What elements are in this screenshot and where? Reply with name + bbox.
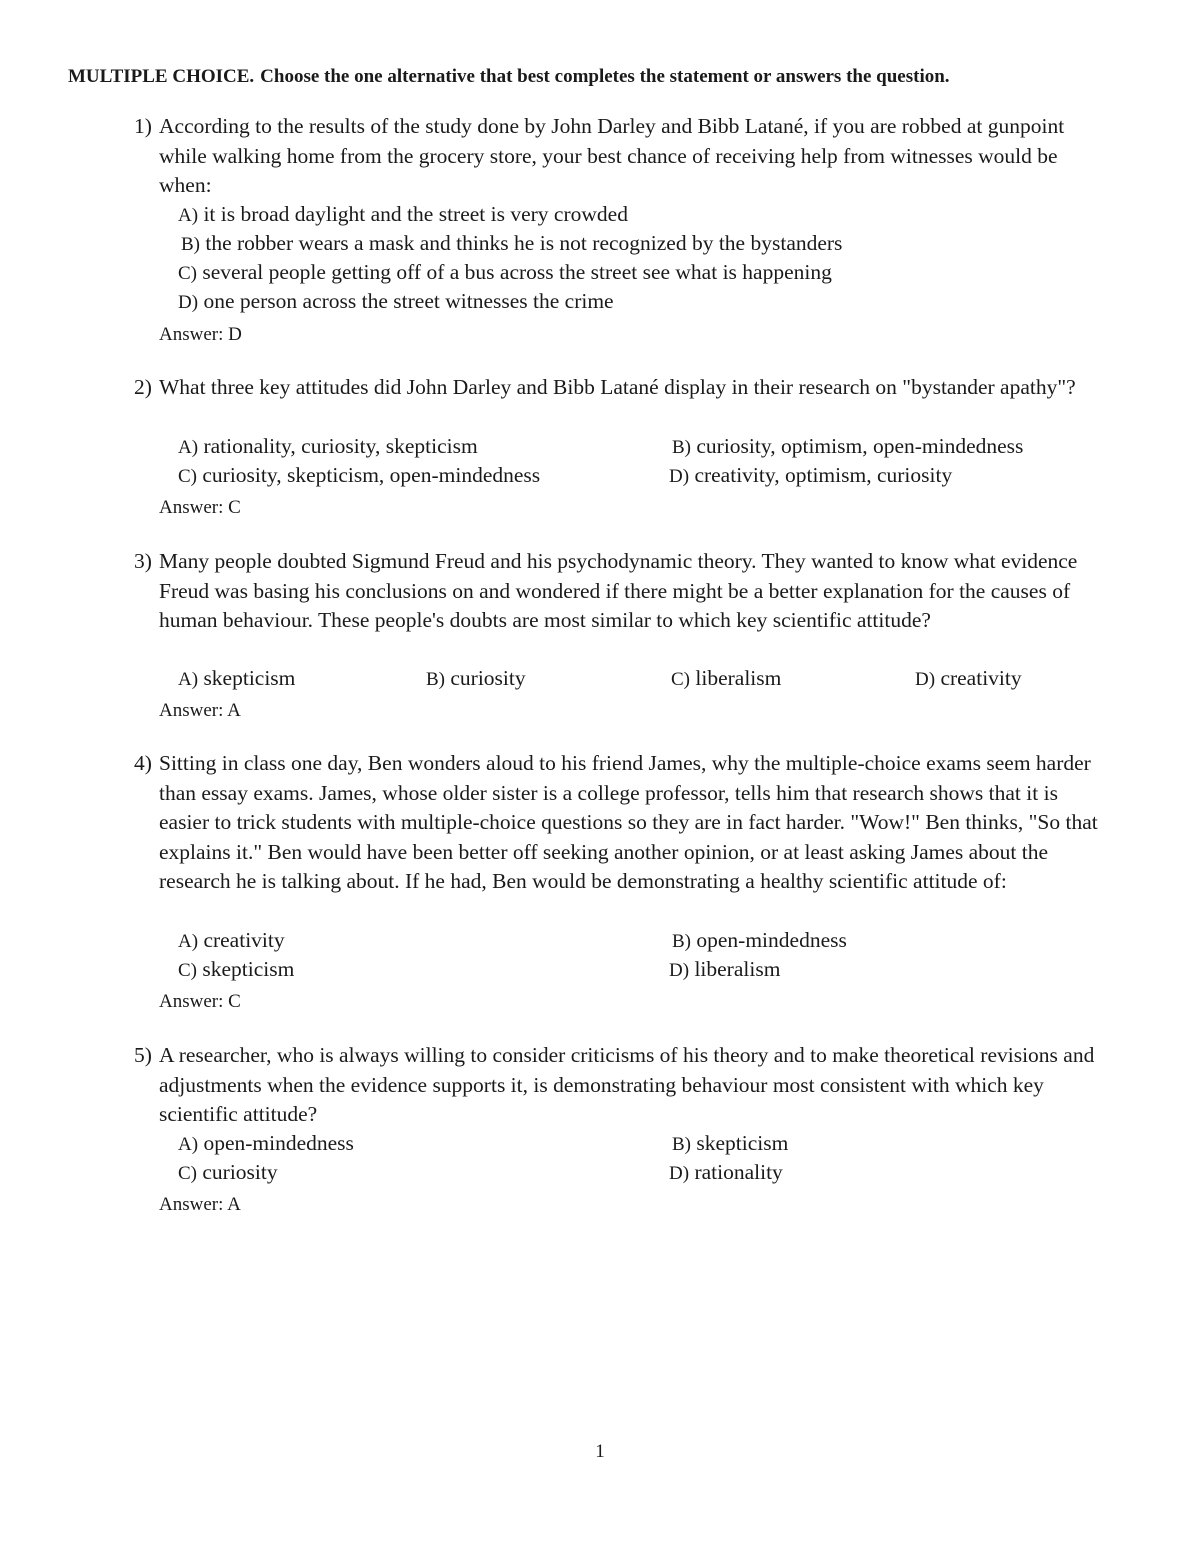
option-d — [669, 461, 952, 492]
option-text: skepticism — [203, 666, 296, 690]
option-letter: C) — [671, 669, 690, 690]
option-text: the robber wears a mask and thinks he is not recognized by the bystanders — [205, 231, 843, 255]
answer-key: Answer: D — [159, 324, 242, 345]
option-c — [178, 461, 540, 492]
option-text: open-mindedness — [696, 928, 847, 952]
option-text: creativity — [203, 928, 285, 952]
option-letter: C) — [178, 960, 197, 981]
option-b — [672, 926, 847, 957]
option-letter: C) — [178, 466, 197, 487]
option-a — [178, 664, 295, 695]
question-number: 1) — [134, 114, 152, 138]
option-letter: A) — [178, 931, 199, 952]
option-c — [178, 955, 294, 986]
answer-key: Answer: C — [159, 991, 241, 1012]
option-a — [178, 432, 478, 463]
page-number: 1 — [595, 1441, 605, 1462]
option-text: creativity — [940, 666, 1022, 690]
option-text: curiosity, skepticism, open-mindedness — [202, 463, 541, 487]
question-text: Many people doubted Sigmund Freud and his psychodynamic theory. They wanted to know what evidence Freud was basing his conclusions on and wondered if there might be a better explanation for the causes of human behaviour. These people's doubts are most similar to which key scientific attitude? — [159, 549, 1078, 632]
option-text: curiosity — [202, 1160, 278, 1184]
option-letter: B) — [672, 1134, 691, 1155]
option-text: curiosity — [450, 666, 526, 690]
question-text: Sitting in class one day, Ben wonders aloud to his friend James, why the multiple-choice exams seem harder than essay exams. James, whose older sister is a college professor, tells him that research shows that it is easier to trick students with multiple-choice questions so they are in fact harder. "Wow!" Ben thinks, "So that explains it." Ben would have been better off seeking another opinion, or at least asking James about the research he is talking about. If he had, Ben would be demonstrating a healthy scientific attitude of: — [159, 751, 1098, 893]
option-letter: B) — [181, 234, 200, 255]
option-letter: D) — [669, 1163, 690, 1184]
option-text: liberalism — [695, 666, 782, 690]
option-letter: A) — [178, 669, 199, 690]
option-d — [915, 664, 1022, 695]
answer-key: Answer: A — [159, 1194, 241, 1215]
option-d — [178, 287, 614, 318]
section-header — [68, 66, 1168, 88]
option-a — [178, 926, 285, 957]
option-a — [178, 1129, 354, 1160]
option-letter: D) — [915, 669, 936, 690]
question-number: 4) — [134, 751, 152, 775]
option-text: liberalism — [694, 957, 781, 981]
option-letter: D) — [669, 466, 690, 487]
question-text: A researcher, who is always willing to consider criticisms of his theory and to make theoretical revisions and adjustments when the evidence supports it, is demonstrating behaviour most consistent with which key scientific attitude? — [159, 1043, 1095, 1126]
option-text: skepticism — [696, 1131, 789, 1155]
option-letter: B) — [426, 669, 445, 690]
header-lead: MULTIPLE CHOICE. — [68, 66, 255, 87]
option-d — [669, 1158, 783, 1189]
option-text: it is broad daylight and the street is very crowded — [203, 202, 628, 226]
option-c — [178, 1158, 278, 1189]
answer-key: Answer: A — [159, 700, 241, 721]
question-text: According to the results of the study done by John Darley and Bibb Latané, if you are robbed at gunpoint while walking home from the grocery store, your best chance of receiving help from witnesses would be when: — [159, 114, 1065, 197]
question-text: What three key attitudes did John Darley and Bibb Latané display in their research on "bystander apathy"? — [159, 375, 1076, 399]
option-letter: D) — [669, 960, 690, 981]
option-b — [426, 664, 526, 695]
option-letter: B) — [672, 931, 691, 952]
option-a — [178, 200, 628, 231]
option-text: skepticism — [202, 957, 295, 981]
question-number: 2) — [134, 375, 152, 399]
option-letter: A) — [178, 437, 199, 458]
answer-key: Answer: C — [159, 497, 241, 518]
option-letter: A) — [178, 205, 199, 226]
option-letter: D) — [178, 292, 199, 313]
option-text: open-mindedness — [203, 1131, 354, 1155]
question-number: 3) — [134, 549, 152, 573]
option-c — [178, 258, 832, 289]
option-letter: C) — [178, 1163, 197, 1184]
option-b — [181, 229, 842, 260]
option-b — [672, 432, 1023, 463]
header-instruction: Choose the one alternative that best completes the statement or answers the question. — [260, 66, 950, 87]
option-text: curiosity, optimism, open-mindedness — [696, 434, 1024, 458]
option-letter: B) — [672, 437, 691, 458]
option-text: one person across the street witnesses the crime — [203, 289, 614, 313]
option-text: several people getting off of a bus across the street see what is happening — [202, 260, 832, 284]
option-c — [671, 664, 781, 695]
option-d — [669, 955, 780, 986]
question-number: 5) — [134, 1043, 152, 1067]
option-text: creativity, optimism, curiosity — [694, 463, 953, 487]
option-letter: C) — [178, 263, 197, 284]
option-b — [672, 1129, 788, 1160]
option-text: rationality, curiosity, skepticism — [203, 434, 478, 458]
option-text: rationality — [694, 1160, 783, 1184]
option-letter: A) — [178, 1134, 199, 1155]
